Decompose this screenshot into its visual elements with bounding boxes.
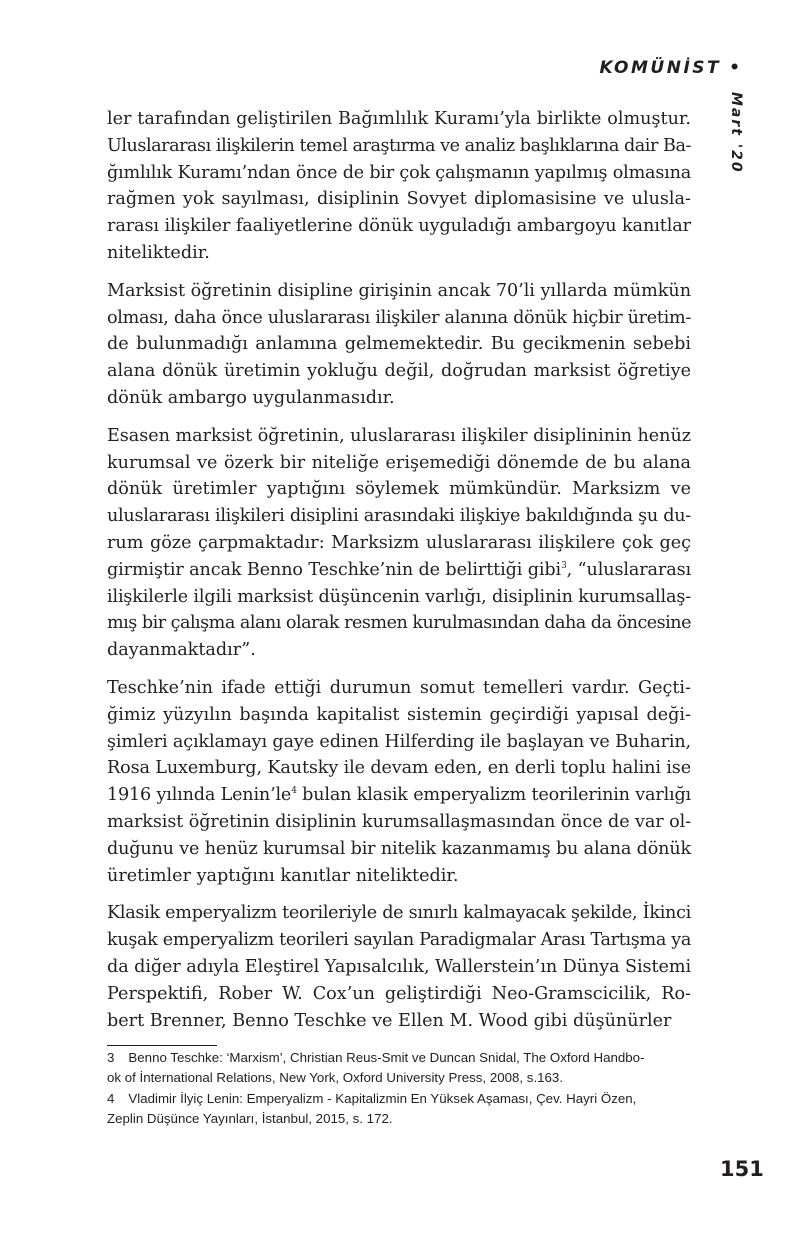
text-segment: Uluslararası ilişkilerin temel araştırma ve analiz başlıklarına dair Ba- <box>107 135 691 156</box>
footnote-number: 4 <box>107 1091 115 1106</box>
text-line <box>107 755 691 782</box>
footnote-3 <box>107 1048 697 1088</box>
text-line <box>107 305 691 332</box>
text-line <box>107 782 691 809</box>
footnote-number: 3 <box>107 1050 115 1065</box>
text-line <box>107 954 691 981</box>
paragraph <box>107 423 691 664</box>
paragraph <box>107 900 691 1034</box>
text-segment: ğımlılık Kuramı’ndan önce de bir çok çalışmanın yapılmış olmasına <box>107 162 691 183</box>
text-segment: dayanmaktadır”. <box>107 640 256 661</box>
text-line <box>107 675 691 702</box>
text-segment: dönük ambargo uygulanmasıdır. <box>107 387 395 408</box>
text-line <box>107 213 691 240</box>
text-segment: girmiştir ancak Benno Teschke’nin de belirttiği gibi <box>107 559 562 580</box>
text-segment: da diğer adıyla Eleştirel Yapısalcılık, Wallerstein’ın Dünya Sistemi <box>107 956 691 977</box>
text-segment: ğimiz yüzyılın başında kapitalist sistemin geçirdiği yapısal deği- <box>107 704 691 725</box>
text-line <box>107 278 691 305</box>
text-line <box>107 863 691 890</box>
text-segment: Perspektifi, Rober W. Cox’un geliştirdiği Neo-Gramscicilik, Ro- <box>107 983 691 1004</box>
text-line <box>107 702 691 729</box>
text-segment: kurumsal ve özerk bir niteliğe erişemediği dönemde de bu alana <box>107 452 691 473</box>
text-line <box>107 160 691 187</box>
bullet: • <box>729 58 740 78</box>
text-line <box>107 584 691 611</box>
text-segment: de bulunmadığı anlamına gelmemektedir. Bu gecikmenin sebebi <box>107 334 691 355</box>
text-line <box>107 106 691 133</box>
footnote-text: Zeplin Düşünce Yayınları, İstanbul, 2015, s. 172. <box>107 1111 393 1126</box>
footnote-4 <box>107 1089 697 1129</box>
text-segment: niteliktedir. <box>107 242 210 263</box>
text-segment: Esasen marksist öğretinin, uluslararası ilişkiler disiplininin henüz <box>107 425 691 446</box>
text-line <box>107 836 691 863</box>
text-segment: Teschke’nin ifade ettiği durumun somut temelleri vardır. Geçti- <box>107 677 691 698</box>
text-line <box>107 133 691 160</box>
text-segment: şimleri açıklamayı gaye edinen Hilferding ile başlayan ve Buharin, <box>107 731 691 752</box>
text-line <box>107 900 691 927</box>
text-line <box>107 981 691 1008</box>
paragraph <box>107 675 691 889</box>
magazine-title: KOMÜNİST <box>599 58 722 78</box>
text-line <box>107 809 691 836</box>
footnote-text: ok of İnternational Relations, New York, Oxford University Press, 2008, s.163. <box>107 1070 564 1085</box>
paragraph <box>107 278 691 412</box>
text-line <box>107 331 691 358</box>
page-number: 151 <box>720 1157 764 1181</box>
text-segment: rarası ilişkiler faaliyetlerine dönük uyguladığı ambargoyu kanıtlar <box>107 216 691 237</box>
text-line <box>107 476 691 503</box>
text-line <box>107 423 691 450</box>
text-segment: ler tarafından geliştirilen Bağımlılık Kuramı’yla birlikte olmuştur. <box>107 109 691 129</box>
footnote-text: Benno Teschke: ‘Marxism’, Christian Reus-Smit ve Duncan Snidal, The Oxford Handbo- <box>128 1050 645 1065</box>
footnote-rule <box>107 1045 217 1046</box>
paragraph <box>107 106 691 267</box>
text-segment: duğunu ve henüz kurumsal bir nitelik kazanmamış bu alana dönük <box>107 838 691 859</box>
text-segment: rağmen yok sayılması, disiplinin Sovyet diplomasisine ve ulusla- <box>107 189 691 210</box>
text-segment: uluslararası ilişkileri disiplini arasındaki ilişkiye bakıldığında şu du- <box>107 506 691 527</box>
text-segment: bulan klasik emperyalizm teorilerinin varlığı <box>296 785 692 806</box>
text-line <box>107 610 691 637</box>
text-line <box>107 1008 691 1035</box>
text-line <box>107 503 691 530</box>
text-line <box>107 729 691 756</box>
text-line <box>107 240 691 267</box>
text-segment: ilişkilerle ilgili marksist düşüncenin varlığı, disiplinin kurumsallaş- <box>107 586 691 607</box>
text-line <box>107 637 691 664</box>
text-segment: mış bir çalışma alanı olarak resmen kurulmasından daha da öncesine <box>107 613 691 634</box>
text-segment: , “uluslararası <box>566 559 691 580</box>
footnote-ref: 3 <box>561 560 567 571</box>
text-line <box>107 450 691 477</box>
text-segment: 1916 yılında Lenin’le <box>107 785 292 806</box>
text-line <box>107 557 691 584</box>
text-segment: dönük üretimler yaptığını söylemek mümkündür. Marksizm ve <box>107 479 691 500</box>
text-line <box>107 385 691 412</box>
running-header <box>540 58 740 78</box>
text-segment: üretimler yaptığını kanıtlar niteliktedir. <box>107 865 459 886</box>
text-segment: Marksist öğretinin disipline girişinin ancak 70’li yıllarda mümkün <box>107 280 691 301</box>
text-segment: Klasik emperyalizm teorileriyle de sınırlı kalmayacak şekilde, İkinci <box>107 903 691 924</box>
issue-date: Mart '20 <box>728 92 744 174</box>
text-line <box>107 927 691 954</box>
text-segment: bert Brenner, Benno Teschke ve Ellen M. Wood gibi düşünürler <box>107 1010 672 1031</box>
text-segment: olması, daha önce uluslararası ilişkiler alanına dönük hiçbir üretim- <box>107 307 692 328</box>
text-line <box>107 358 691 385</box>
text-line <box>107 530 691 557</box>
text-segment: alana dönük üretimin yokluğu değil, doğrudan marksist öğretiye <box>107 361 691 382</box>
footnote-ref: 4 <box>291 786 297 797</box>
text-segment: kuşak emperyalizm teorileri sayılan Paradigmalar Arası Tartışma ya <box>107 930 691 951</box>
footnote-text: Vladimir İlyiç Lenin: Emperyalizm - Kapitalizmin En Yüksek Aşaması, Çev. Hayri Özen, <box>128 1091 637 1106</box>
text-segment: marksist öğretinin disiplinin kurumsallaşmasından önce de var ol- <box>107 811 691 832</box>
text-line <box>107 186 691 213</box>
body-text <box>107 106 691 1045</box>
text-segment: rum göze çarpmaktadır: Marksizm uluslararası ilişkilere çok geç <box>107 532 691 553</box>
text-segment: Rosa Luxemburg, Kautsky ile devam eden, en derli toplu halini ise <box>107 758 691 779</box>
